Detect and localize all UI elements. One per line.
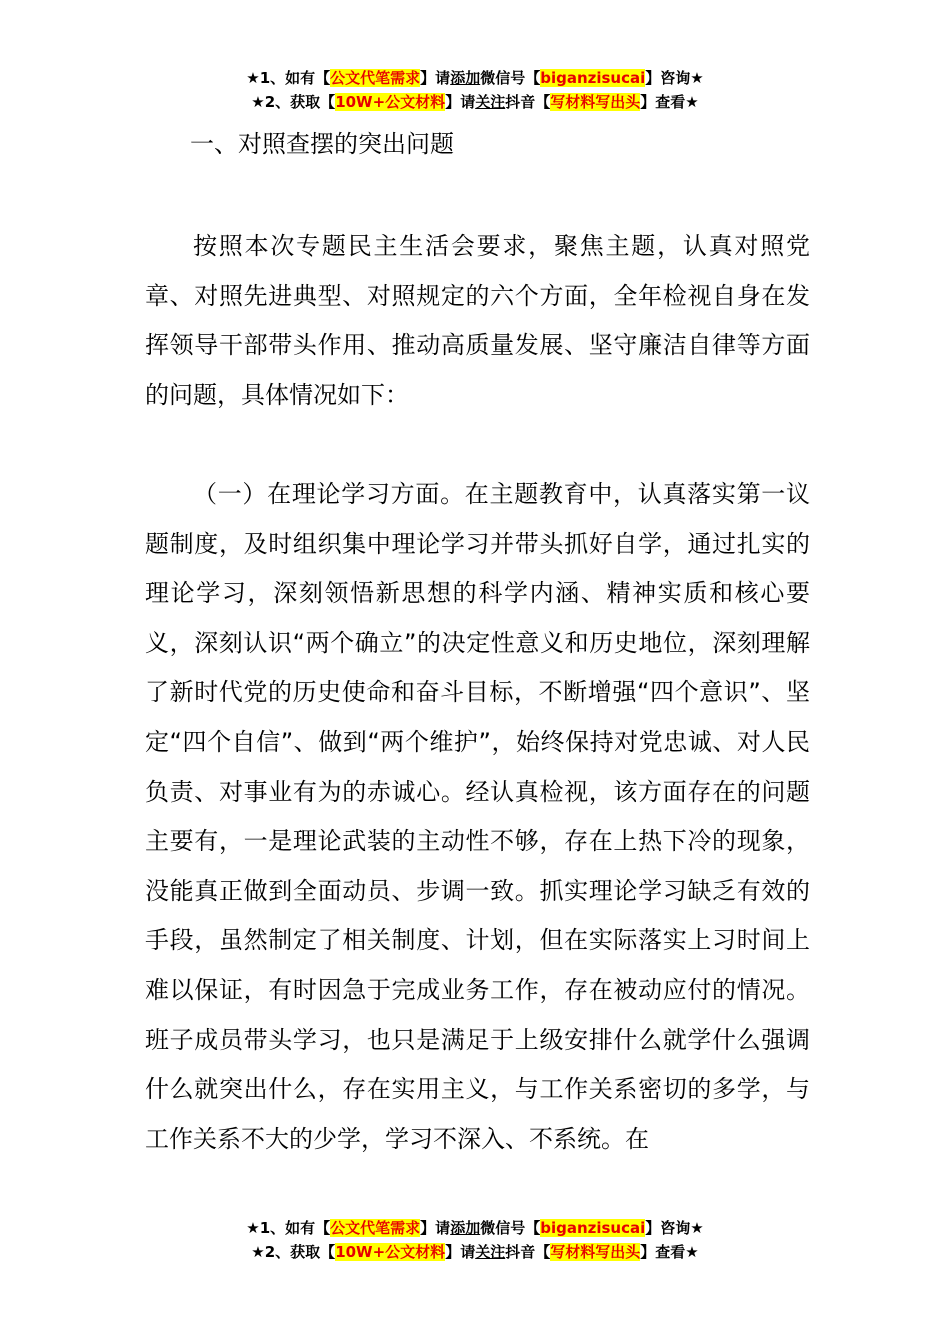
banner-highlight: 公文代笔需求 (330, 1219, 421, 1237)
banner-line-2: ★2、获取【10W+公文材料】请关注抖音【写材料写出头】查看★ (251, 93, 699, 111)
banner-line-1: ★1、如有【公文代笔需求】请添加微信号【biganzisucai】咨询★ (246, 1219, 704, 1237)
banner-highlight: 10W+公文材料 (335, 93, 446, 111)
banner-highlight: 写材料写出头 (550, 1243, 641, 1261)
banner-highlight: biganzisucai (540, 69, 646, 87)
banner-line-2: ★2、获取【10W+公文材料】请关注抖音【写材料写出头】查看★ (251, 1243, 699, 1261)
body-paragraph-1: 按照本次专题民主生活会要求，聚焦主题，认真对照党章、对照先进典型、对照规定的六个方面，全年检视自身在发挥领导干部带头作用、推动高质量发展、坚守廉洁自律等方面的问题，具体情况如下： (145, 232, 810, 409)
footer-banner (0, 1216, 950, 1264)
section-heading: 一、对照查摆的突出问题 (190, 130, 454, 158)
banner-highlight: 公文代笔需求 (330, 69, 421, 87)
body-paragraph-2: （一）在理论学习方面。在主题教育中，认真落实第一议题制度，及时组织集中理论学习并带头抓好自学，通过扎实的理论学习，深刻领悟新思想的科学内涵、精神实质和核心要义，深刻认识“两个确立”的决定性意义和历史地位，深刻理解了新时代党的历史使命和奋斗目标，不断增强“四个意识”、坚定“四个自信”、做到“两个维护”，始终保持对党忠诚、对人民负责、对事业有为的赤诚心。经认真检视，该方面存在的问题主要有，一是理论武装的主动性不够，存在上热下冷的现象，没能真正做到全面动员、步调一致。抓实理论学习缺乏有效的手段，虽然制定了相关制度、计划，但在实际落实上习时间上难以保证，有时因急于完成业务工作，存在被动应付的情况。班子成员带头学习，也只是满足于上级安排什么就学什么强调什么就突出什么，存在实用主义，与工作关系密切的多学，与工作关系不大的少学，学习不深入、不系统。在 (145, 480, 810, 1153)
banner-line-1: ★1、如有【公文代笔需求】请添加微信号【biganzisucai】咨询★ (246, 69, 704, 87)
header-banner (0, 66, 950, 114)
banner-highlight: biganzisucai (540, 1219, 646, 1237)
banner-highlight: 10W+公文材料 (335, 1243, 446, 1261)
banner-highlight: 写材料写出头 (550, 93, 641, 111)
